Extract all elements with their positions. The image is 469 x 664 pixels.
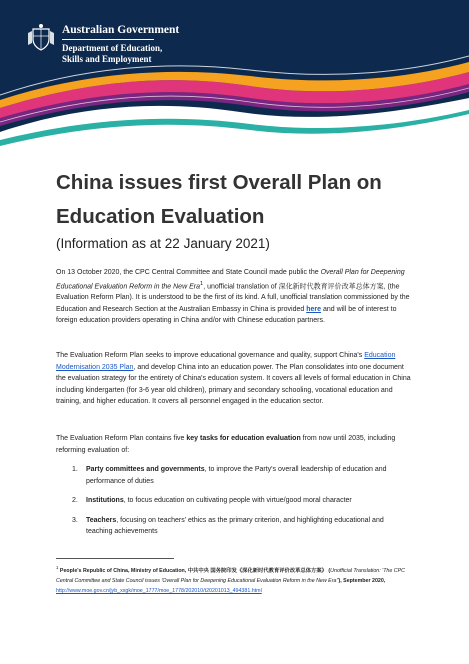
- footnote-source: People's Republic of China, Ministry of Education, 中共中央 国务院印发《深化新时代教育评价改革总体方案》 (: [58, 567, 331, 574]
- text-span: from now until 2035, including reforming evaluation of:: [56, 435, 396, 454]
- footnote-translation: Unofficial Translation: 'The CPC Central Committee and State Council issues 'Overall Plan for Deepening Educational Evaluation Reform in the New Era'': [56, 567, 405, 584]
- gov-rule: [62, 39, 154, 40]
- translation-link[interactable]: here: [306, 305, 321, 313]
- plan-title: Overall Plan for Deepening Educational Evaluation Reform in the New Era: [56, 269, 405, 290]
- text-span: and will be of interest to foreign education providers operating in China and/or with Chinese education partners.: [56, 305, 397, 325]
- list-number: 3.: [72, 516, 78, 524]
- list-number: 2.: [72, 497, 78, 504]
- key-tasks-list: [56, 464, 412, 546]
- page-title: China issues first Overall Plan on Education Evaluation: [56, 171, 382, 228]
- paragraph-tasks: [56, 433, 412, 456]
- list-number: 1.: [72, 466, 78, 473]
- banner-graphic: [0, 0, 469, 150]
- text-span: , unofficial translation of 深化新时代教育评价改革总体方案, (the Evaluation Reform Plan). It is understood to be the first of its kind. A full, unofficial translation commissioned by the Education and Research Section at the Australian Embassy in China is provided: [56, 282, 410, 313]
- list-item-bold: Teachers: [86, 516, 117, 524]
- page-subtitle: (Information as at 22 January 2021): [56, 236, 270, 251]
- header-banner: [0, 0, 469, 150]
- department-name-line2: Skills and Employment: [62, 53, 152, 64]
- key-tasks-bold: key tasks for education evaluation: [186, 435, 301, 442]
- list-item: [56, 515, 412, 538]
- department-name-line1: Department of Education,: [62, 43, 163, 53]
- text-span: The Evaluation Reform Plan seeks to improve educational governance and quality, support China's: [56, 352, 365, 359]
- text-span: The Evaluation Reform Plan contains five: [56, 435, 187, 442]
- list-item-text: , to improve the Party's overall leadership of education and performance of duties: [86, 466, 387, 485]
- list-item: [56, 464, 412, 487]
- list-item: [56, 495, 412, 507]
- list-item-text: , to focus education on cultivating people with virtue/good moral character: [123, 497, 352, 504]
- list-item-bold: Party committees and governments: [86, 466, 205, 473]
- text-span: , and develop China into an education power. The Plan consolidates into one document the evaluation strategy for the entirety of China's education system. It covers all levels of formal education in China including kindergarten (for 3-6 year old children), primary and secondary schooling, vocational education and training, and higher education. It covers all personnel engaged in the education sector.: [56, 363, 411, 405]
- modernisation-plan-link[interactable]: Education Modernisation 2035 Plan: [56, 352, 396, 371]
- footnote-url-link[interactable]: http://www.moe.gov.cn/jyb_xxgk/moe_1777/moe_1778/202010/t20201013_494381.html: [56, 587, 262, 594]
- paragraph-plan: [56, 350, 412, 408]
- list-item-bold: Institutions: [86, 497, 124, 504]
- list-item-text: , focusing on teachers' ethics as the primary criterion, and highlighting educational and teaching achievements: [86, 516, 384, 535]
- footnote-ref: 1: [199, 280, 204, 287]
- footnote: [56, 563, 416, 596]
- text-span: On 13 October 2020, the CPC Central Committee and State Council made public the: [56, 269, 321, 276]
- coat-of-arms-icon: [27, 23, 55, 53]
- gov-name: Australian Government: [62, 24, 180, 36]
- footnote-number: 1: [56, 565, 59, 570]
- footnote-divider: [56, 558, 174, 559]
- footnote-date: ), September 2020,: [338, 577, 386, 584]
- government-logo-text: [62, 24, 179, 64]
- paragraph-intro: [56, 267, 412, 327]
